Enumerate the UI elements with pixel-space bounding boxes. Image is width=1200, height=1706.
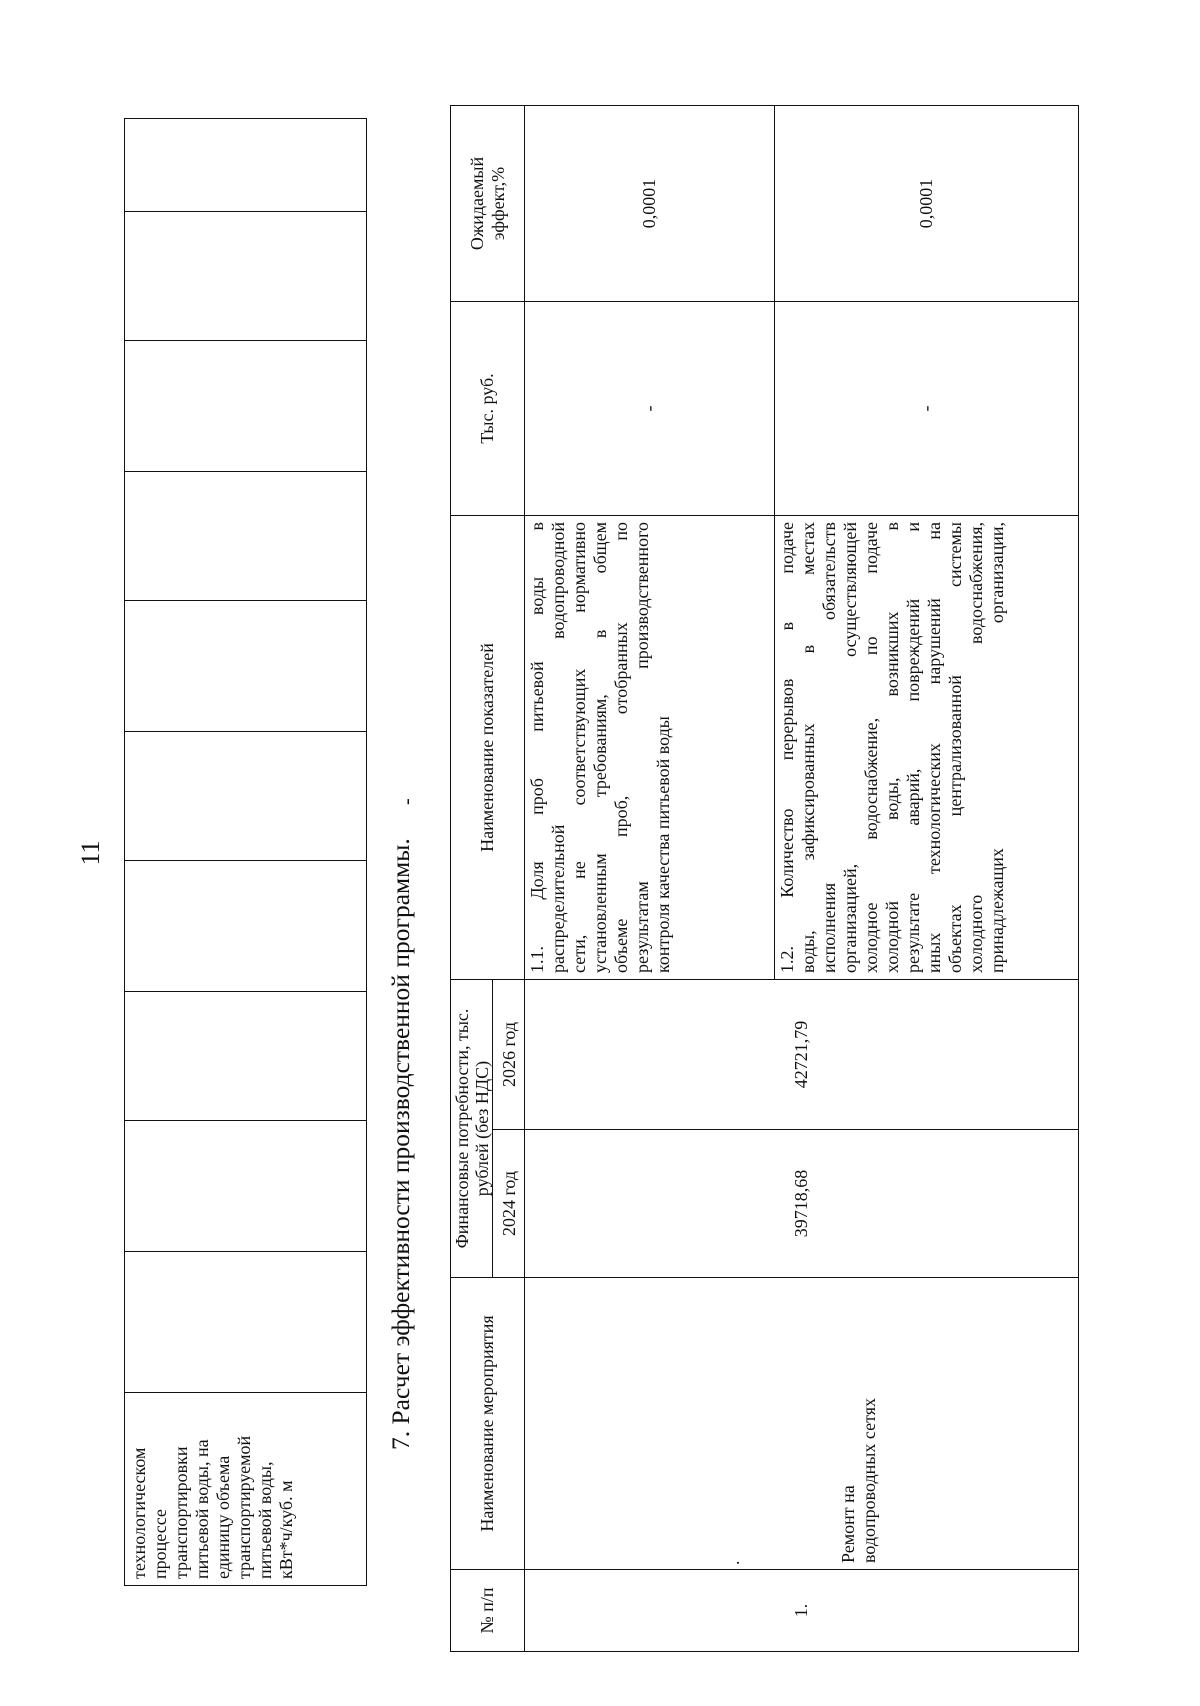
empty-cell — [125, 601, 367, 732]
top-table-label-line: единицу объема — [213, 1455, 233, 1579]
empty-cell — [125, 472, 367, 601]
empty-cell — [125, 861, 367, 992]
indicator-line: принадлежащих организации, — [987, 522, 1007, 973]
section-title: 7. Расчет эффективности производственной программы. — [386, 838, 415, 1450]
top-table-label-line: питьевой воды, на — [192, 1439, 212, 1579]
empty-cell — [125, 1121, 367, 1252]
top-table-label-line: питьевой воды, — [255, 1461, 275, 1579]
indicator-line: сети, не соответствующих нормативно — [569, 522, 589, 973]
indicator-line: объеме проб, отобранных по — [611, 522, 631, 973]
indicator-line: исполнения обязательств — [819, 522, 839, 973]
header-num: № п/п — [451, 1570, 525, 1652]
indicator-line: 1.2. Количество перерывов в подаче — [777, 522, 797, 973]
top-table-label-cell — [125, 1393, 367, 1586]
indicator-line: результате аварий, повреждений и — [903, 522, 923, 973]
indicator-line: распределительной водопроводной — [548, 522, 568, 973]
header-effect: Ожидаемый эффект,% — [451, 106, 525, 302]
indicator-line: холодной воды, возникших в — [882, 522, 902, 973]
indicator-line: воды, зафиксированных в местах — [798, 522, 818, 973]
indicator-line: контроля качества питьевой воды — [653, 716, 673, 973]
top-table-label-line: процессе — [150, 1509, 170, 1579]
efficiency-table — [450, 105, 1079, 1652]
indicator-line: иных технологических нарушений на — [924, 522, 944, 973]
event-name-line: водопроводных сетях — [859, 1398, 879, 1563]
empty-cell — [125, 212, 367, 341]
indicator-line: организацией, осуществляющей — [840, 522, 860, 973]
indicator-line: установленным требованиям, в общем — [590, 522, 610, 973]
top-table-label-line: транспортировки — [171, 1446, 191, 1579]
header-indicator: Наименование показателей — [451, 516, 525, 980]
event-name-line: Ремонт на — [838, 1485, 858, 1563]
empty-cell — [125, 341, 367, 472]
event-name-cell — [525, 1278, 1079, 1570]
indicator-line: объектах централизованной системы — [945, 522, 965, 973]
header-thousand-rub: Тыс. руб. — [451, 302, 525, 516]
indicator-line: результатам производственного — [632, 522, 652, 973]
row-number: 1. — [525, 1570, 1079, 1652]
indicator-cell — [525, 516, 775, 980]
header-year-2026: 2026 год — [493, 980, 525, 1130]
top-table-label-line: транспортируемой — [234, 1435, 254, 1579]
stray-mark: - — [396, 798, 418, 805]
header-event: Наименование мероприятия — [451, 1278, 525, 1570]
empty-cell — [125, 1252, 367, 1393]
page-number: 11 — [76, 840, 105, 866]
indicator-line: 1.1. Доля проб питьевой воды в — [527, 522, 547, 973]
indicator-effect: 0,0001 — [775, 106, 1079, 302]
top-table-label-line: технологическом — [129, 1447, 149, 1579]
indicator-thousand-rub: - — [525, 302, 775, 516]
indicator-line: холодное водоснабжение, по подаче — [861, 522, 881, 973]
table-row — [525, 106, 775, 1652]
value-2024: 39718,68 — [525, 1130, 1079, 1278]
empty-cell — [125, 992, 367, 1121]
indicator-effect: 0,0001 — [525, 106, 775, 302]
empty-cell — [125, 119, 367, 212]
indicator-line: холодного водоснабжения, — [966, 522, 986, 973]
stray-mark: . — [723, 1560, 743, 1565]
indicator-cell — [775, 516, 1079, 980]
indicator-thousand-rub: - — [775, 302, 1079, 516]
empty-cell — [125, 732, 367, 861]
top-table — [124, 118, 367, 1586]
top-table-label-line: кВт*ч/куб. м — [276, 1480, 296, 1579]
header-financial: Финансовые потребности, тыс. рублей (без НДС) — [451, 980, 493, 1278]
value-2026: 42721,79 — [525, 980, 1079, 1130]
header-year-2024: 2024 год — [493, 1130, 525, 1278]
